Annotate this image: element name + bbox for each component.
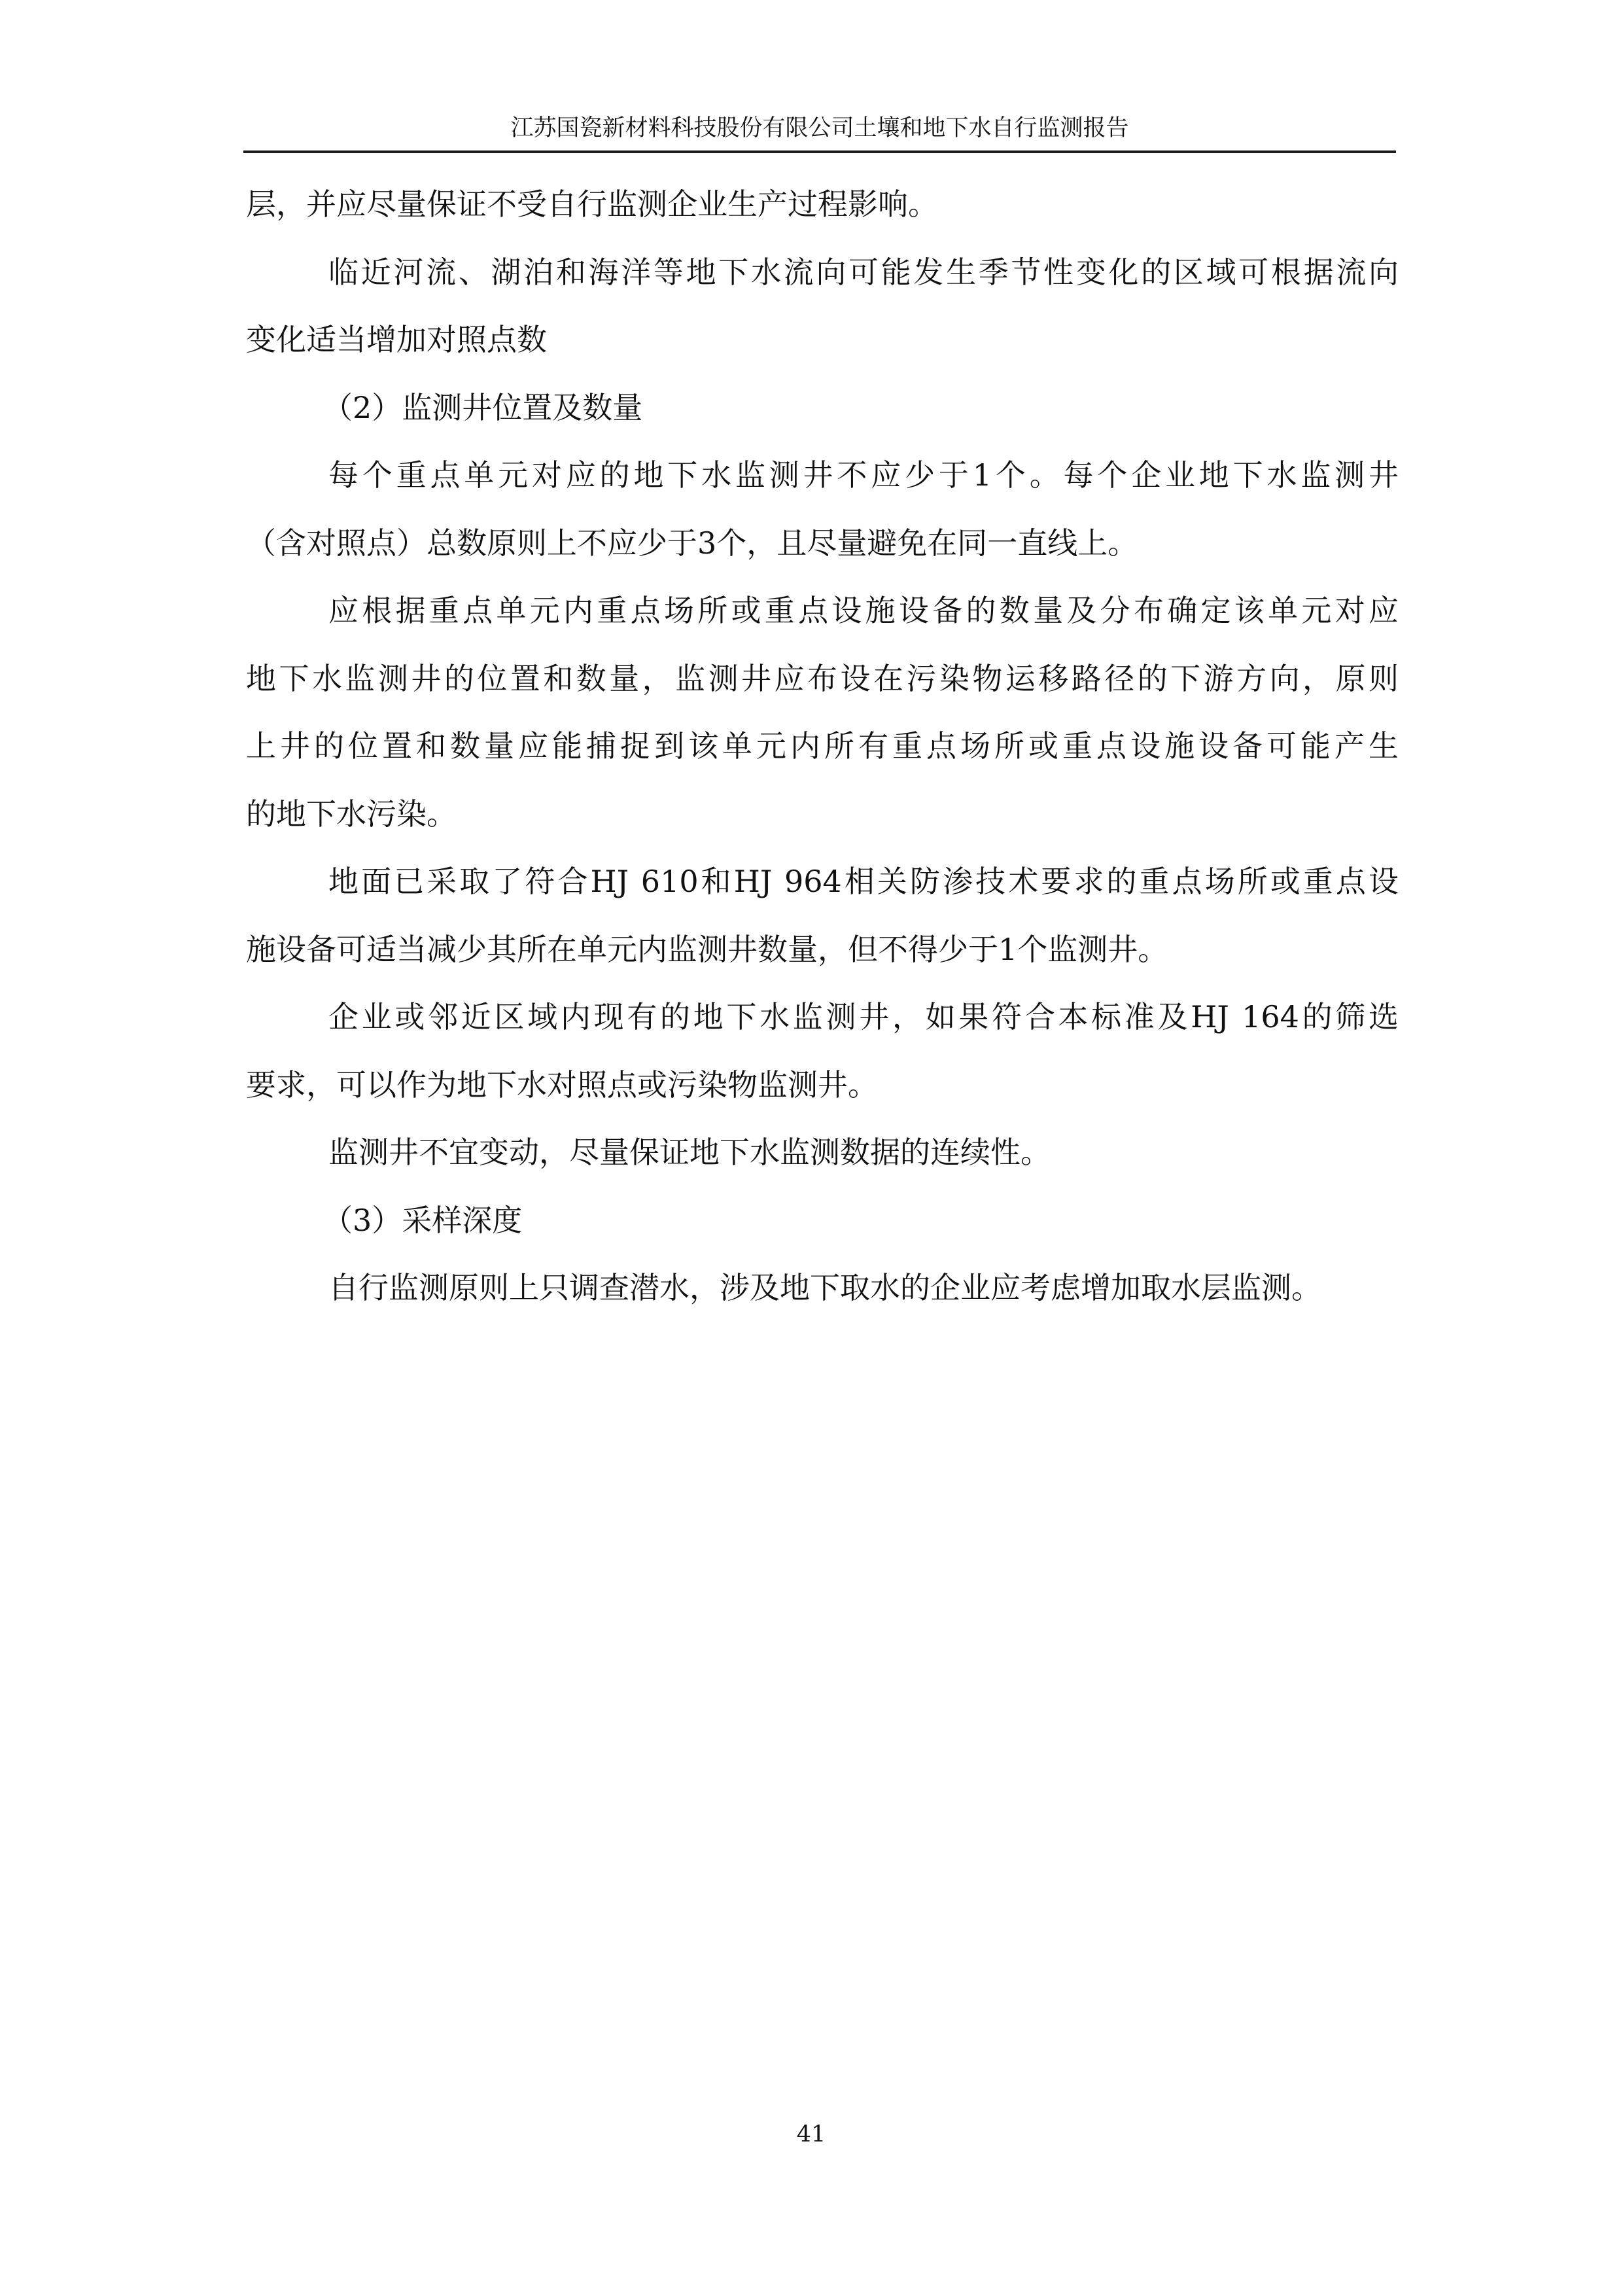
text-line: 的地下水污染。 bbox=[246, 796, 457, 832]
section-heading: （3）采样深度 bbox=[323, 1203, 523, 1238]
text-line: 要求，可以作为地下水对照点或污染物监测井。 bbox=[246, 1067, 878, 1103]
text-line: 变化适当增加对照点数 bbox=[246, 322, 547, 357]
text-line: 地下水监测井的位置和数量，监测井应布设在污染物运移路径的下游方向，原则 bbox=[246, 661, 1399, 696]
text-line: 每个重点单元对应的地下水监测井不应少于1个。每个企业地下水监测井 bbox=[328, 457, 1399, 493]
page-number: 41 bbox=[796, 2121, 826, 2147]
text-line: （含对照点）总数原则上不应少于3个，且尽量避免在同一直线上。 bbox=[246, 525, 1138, 561]
text-line: 地面已采取了符合HJ 610和HJ 964相关防渗技术要求的重点场所或重点设 bbox=[328, 864, 1399, 899]
text-line: 临近河流、湖泊和海洋等地下水流向可能发生季节性变化的区域可根据流向 bbox=[328, 255, 1399, 290]
text-line: 企业或邻近区域内现有的地下水监测井，如果符合本标准及HJ 164的筛选 bbox=[328, 999, 1399, 1034]
text-line: 层，并应尽量保证不受自行监测企业生产过程影响。 bbox=[246, 186, 938, 222]
text-line: 自行监测原则上只调查潜水，涉及地下取水的企业应考虑增加取水层监测。 bbox=[328, 1270, 1321, 1305]
section-heading: （2）监测井位置及数量 bbox=[323, 390, 643, 425]
text-line: 上井的位置和数量应能捕捉到该单元内所有重点场所或重点设施设备可能产生 bbox=[246, 728, 1399, 764]
text-line: 应根据重点单元内重点场所或重点设施设备的数量及分布确定该单元对应 bbox=[328, 593, 1399, 628]
header-rule bbox=[243, 150, 1396, 153]
text-line: 施设备可适当减少其所在单元内监测井数量，但不得少于1个监测井。 bbox=[246, 932, 1168, 967]
header-title: 江苏国瓷新材料科技股份有限公司土壤和地下水自行监测报告 bbox=[510, 115, 1129, 141]
page-header bbox=[243, 105, 1396, 150]
text-line: 监测井不宜变动，尽量保证地下水监测数据的连续性。 bbox=[328, 1135, 1051, 1170]
